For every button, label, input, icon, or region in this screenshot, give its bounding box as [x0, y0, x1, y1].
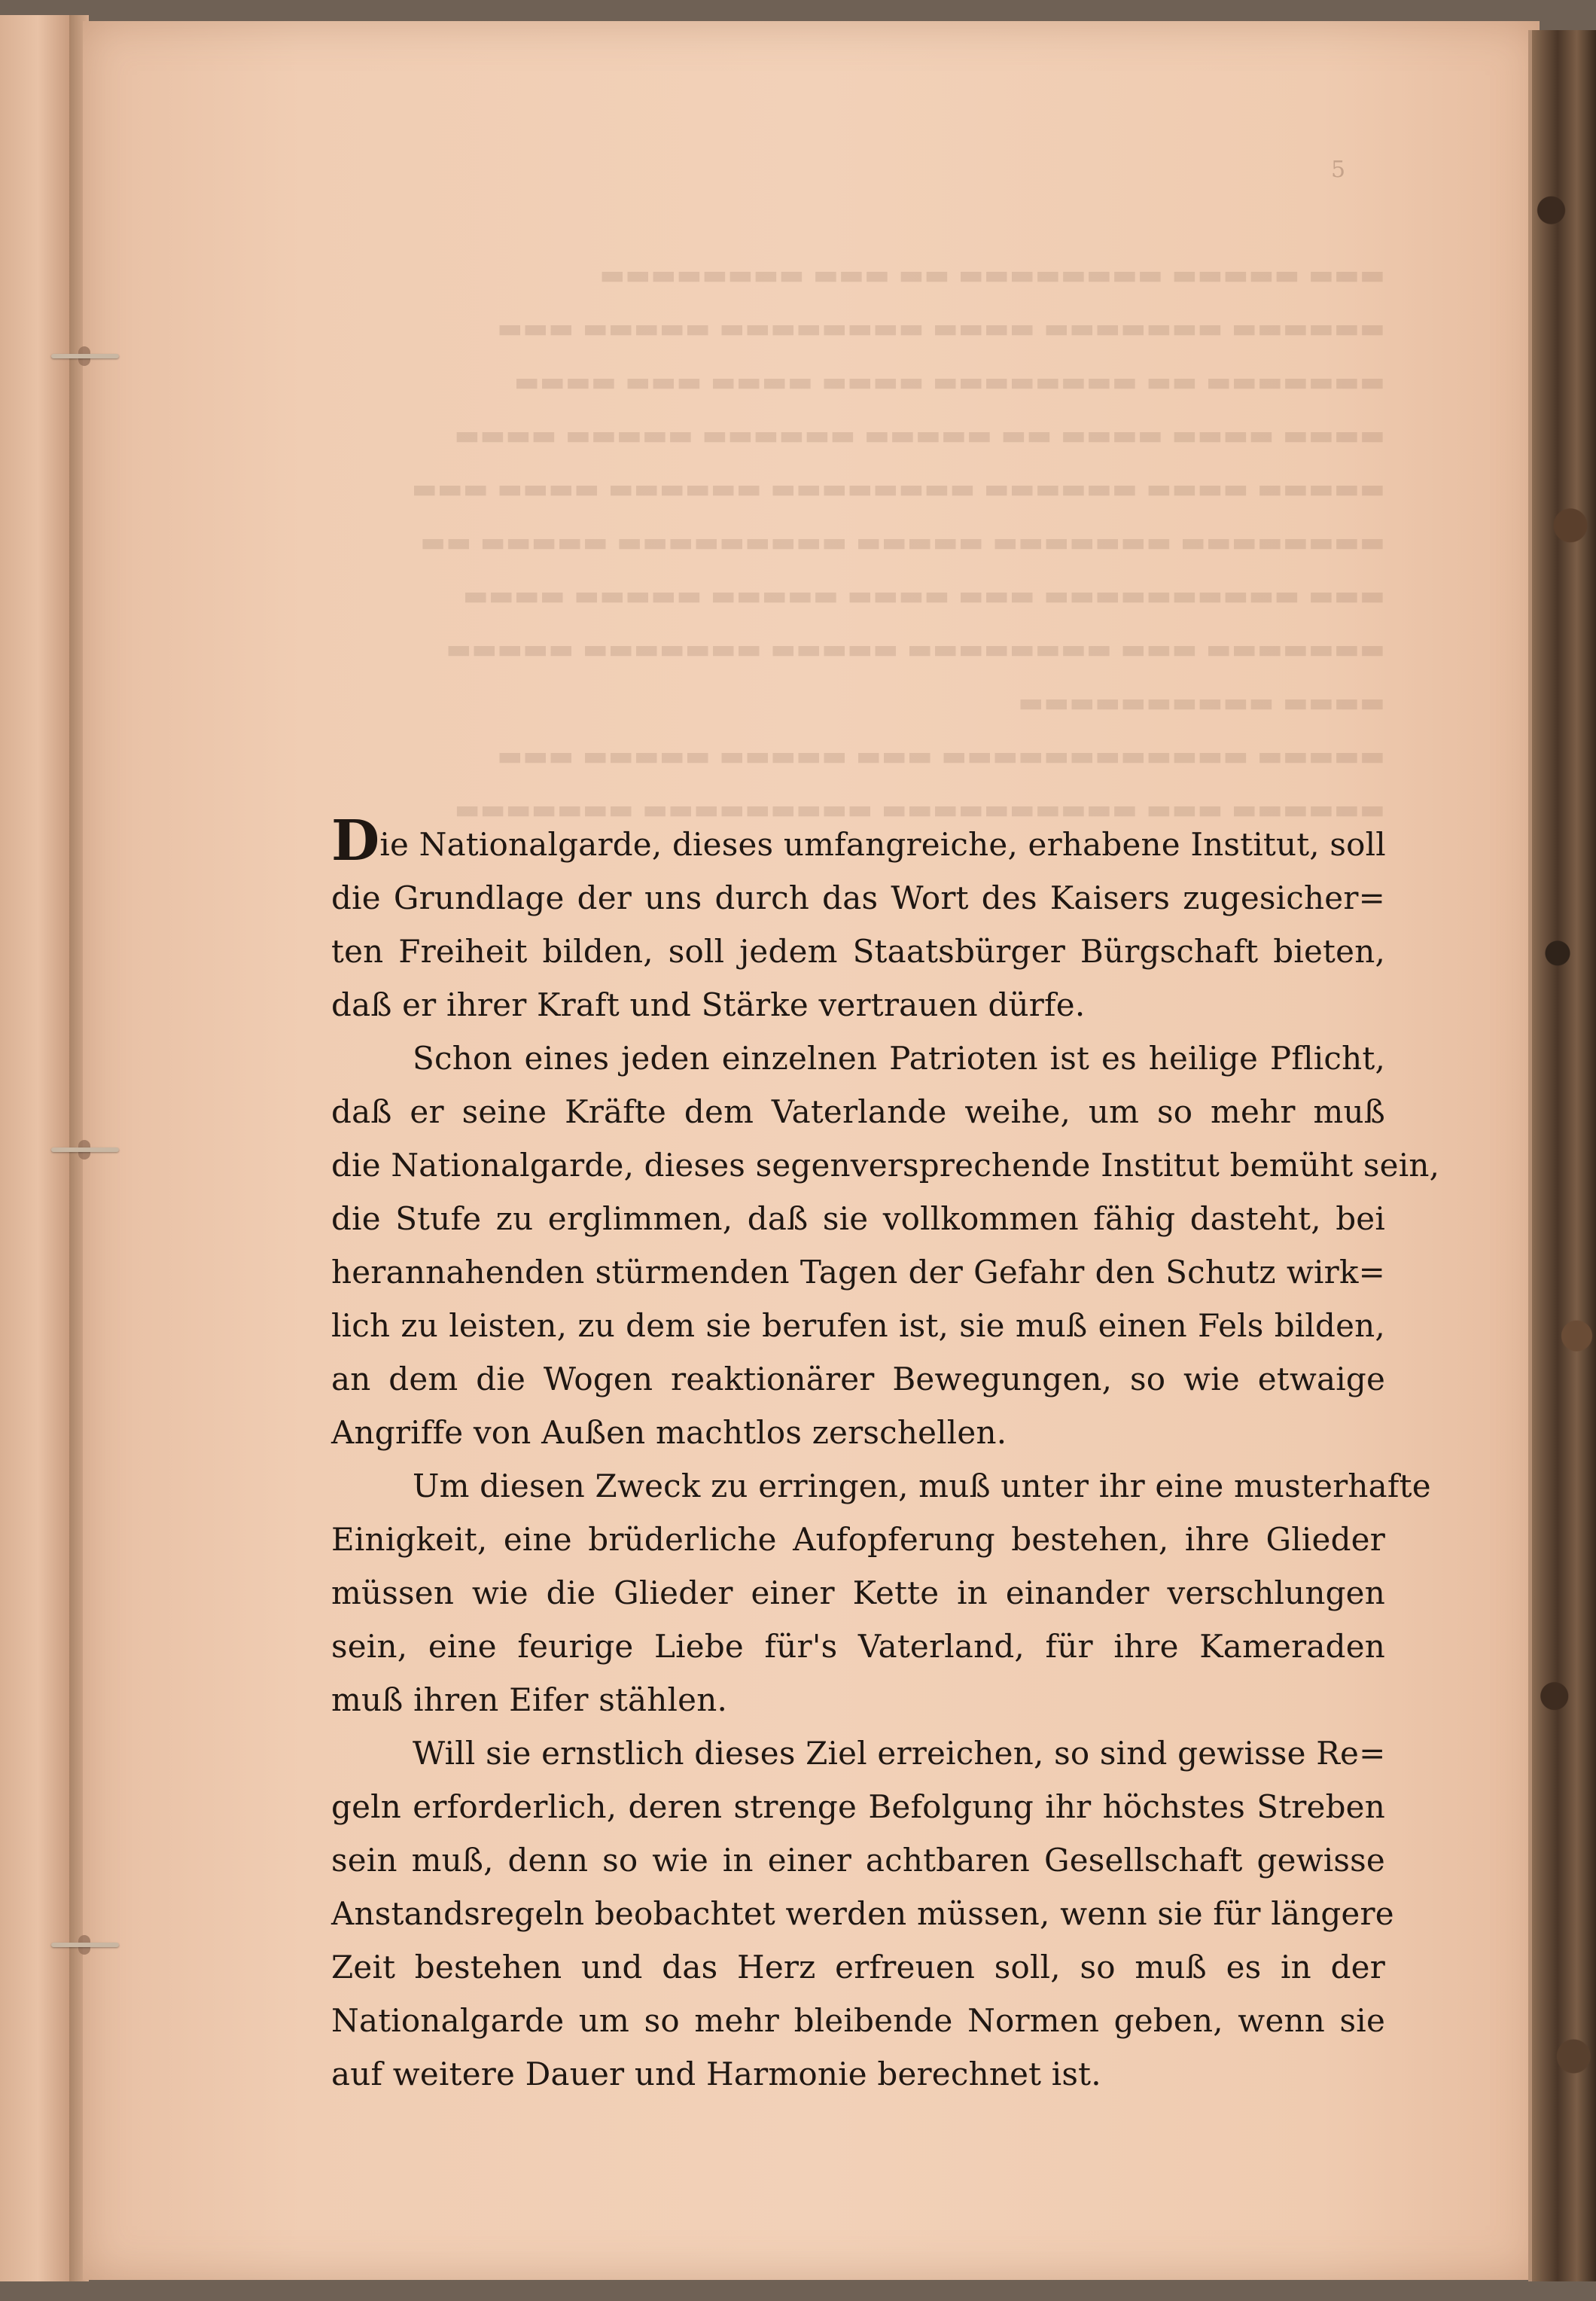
text-line: Anstandsregeln beobachtet werden müssen, wenn sie für längere: [331, 1895, 1394, 1932]
text-line: lich zu leisten, zu dem sie berufen ist, sie muß einen Fels bilden,: [331, 1307, 1385, 1344]
text-line: sein muß, denn so wie in einer achtbaren Gesellschaft gewisse: [331, 1842, 1385, 1879]
text-line: sein, eine feurige Liebe für's Vaterland, für ihre Kameraden: [331, 1628, 1385, 1665]
text-line: muß ihren Eifer stählen.: [331, 1681, 728, 1718]
text-line: Einigkeit, eine brüderliche Aufopferung bestehen, ihre Glieder: [331, 1521, 1385, 1558]
body-text: [331, 809, 1440, 2101]
text-line: Angriffe von Außen machtlos zerschellen.: [331, 1414, 1007, 1451]
text-line: daß er ihrer Kraft und Stärke vertrauen dürfe.: [331, 986, 1086, 1023]
text-line: die Stufe zu erglimmen, daß sie vollkommen fähig dasteht, bei: [331, 1200, 1385, 1237]
page-number: 5: [1331, 157, 1346, 183]
text-line: die Nationalgarde, dieses segenversprechende Institut bemüht sein,: [331, 1147, 1440, 1184]
bleed-through-texture: ▬▬▬ ▬▬▬▬▬ ▬▬▬▬▬▬▬▬ ▬▬ ▬▬▬ ▬▬▬▬▬▬▬▬ ▬▬▬▬▬▬ ▬▬▬▬▬▬▬ ▬▬▬▬ ▬▬▬▬▬▬▬▬ ▬▬▬▬▬ ▬▬▬ ▬▬▬▬▬▬▬ ▬▬ ▬▬▬▬▬▬▬▬ ▬▬▬▬ ▬▬▬▬ ▬▬▬ ▬▬▬▬ ▬▬▬▬ ▬▬▬▬ ▬▬▬▬ ▬▬ ▬▬▬▬▬ ▬▬▬▬▬▬ ▬▬▬▬▬ ▬▬▬▬ ▬▬▬▬▬ ▬▬▬▬ ▬▬▬▬▬▬ ▬▬▬▬▬▬▬▬ ▬▬▬▬▬▬ ▬▬▬▬ ▬▬▬ ▬▬▬▬▬▬▬▬ ▬▬▬▬▬▬▬ ▬▬▬▬▬ ▬▬▬▬▬▬▬▬▬ ▬▬▬▬▬ ▬▬ ▬▬▬ ▬▬▬▬▬▬▬▬▬▬ ▬▬▬ ▬▬▬▬ ▬▬▬▬▬ ▬▬▬▬▬ ▬▬▬▬ ▬▬▬▬▬▬▬ ▬▬▬ ▬▬▬▬▬▬▬▬ ▬▬▬▬▬ ▬▬▬▬▬▬▬ ▬▬▬▬▬ ▬▬▬▬ ▬▬▬▬▬▬▬▬▬▬ ▬▬▬▬▬ ▬▬▬▬▬▬▬▬▬▬▬▬ ▬▬▬ ▬▬▬▬▬ ▬▬▬▬▬ ▬▬▬ ▬▬▬▬▬▬ ▬▬▬ ▬▬▬▬▬▬▬▬▬▬ ▬▬▬▬▬▬▬▬▬ ▬▬▬▬▬▬▬: [411, 260, 1385, 825]
text-line: an dem die Wogen reaktionärer Bewegungen, so wie etwaige: [331, 1361, 1385, 1397]
text-line: Um diesen Zweck zu erringen, muß unter ihr eine musterhafte: [413, 1467, 1431, 1504]
text-line: ten Freiheit bilden, soll jedem Staatsbürger Bürgschaft bieten,: [331, 933, 1385, 970]
binding-stitch: [51, 1935, 119, 1955]
text-line: geln erforderlich, deren strenge Befolgung ihr höchstes Streben: [331, 1788, 1385, 1825]
marbled-cover: [1532, 30, 1596, 2281]
text-line: Will sie ernstlich dieses Ziel erreichen, so sind gewisse Re=: [413, 1735, 1386, 1772]
binding-stitch: [51, 1140, 119, 1160]
binding-stitch: [51, 346, 119, 366]
text-line: auf weitere Dauer und Harmonie berechnet ist.: [331, 2056, 1101, 2092]
text-line: Die Nationalgarde, dieses umfangreiche, erhabene Institut, soll: [331, 809, 1386, 873]
text-line: Zeit bestehen und das Herz erfreuen soll, so muß es in der: [331, 1949, 1385, 1986]
text-line: daß er seine Kräfte dem Vaterlande weihe, um so mehr muß: [331, 1093, 1385, 1130]
text-line: Nationalgarde um so mehr bleibende Normen geben, wenn sie: [331, 2002, 1385, 2039]
text-line: Schon eines jeden einzelnen Patrioten ist es heilige Pflicht,: [413, 1040, 1385, 1077]
text-line: herannahenden stürmenden Tagen der Gefahr den Schutz wirk=: [331, 1254, 1385, 1291]
text-line: müssen wie die Glieder einer Kette in einander verschlungen: [331, 1574, 1385, 1611]
drop-cap: D: [331, 809, 380, 873]
text-line: die Grundlage der uns durch das Wort des Kaisers zugesicher=: [331, 879, 1385, 916]
